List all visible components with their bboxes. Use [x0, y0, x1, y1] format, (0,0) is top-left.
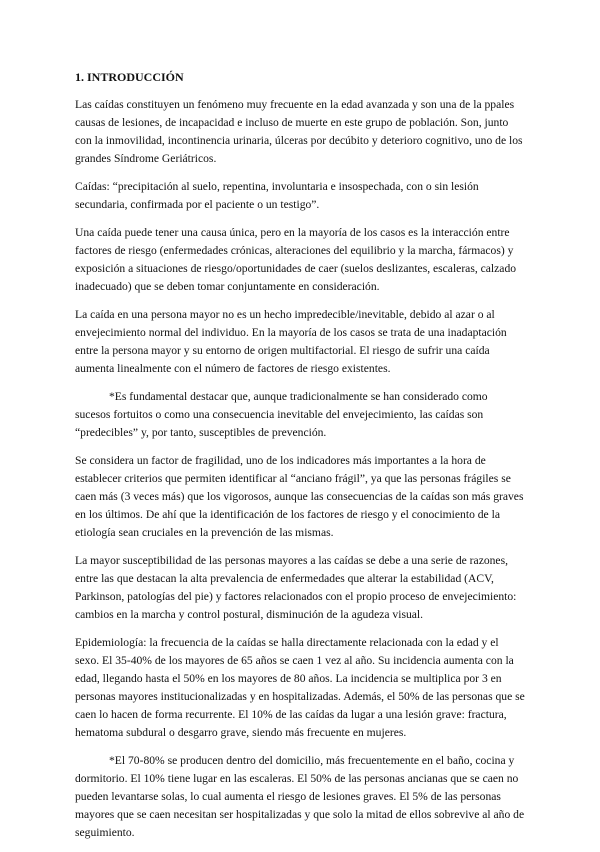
document-page: [75, 68, 525, 852]
paragraph-multifactorial: La caída en una persona mayor no es un hecho impredecible/inevitable, debido al azar o al envejecimiento normal del individuo. En la mayoría de los casos se trata de una inadaptación entre la persona mayor y su entorno de origen multifactorial. El riesgo de sufrir una caída aumenta linealmente con el número de factores de riesgo existentes.: [75, 308, 507, 375]
paragraph-frailty: Se considera un factor de fragilidad, uno de los indicadores más importantes a la hora de establecer criterios que permiten identificar al “anciano frágil”, ya que las personas frágiles se caen más (3 veces más) que los vigorosos, aunque las consecuencias de la caídas son más graves en los últimos. De ahí que la identificación de los factores de riesgo y el conocimiento de la etiología sean cruciales en la prevención de las mismas.: [75, 454, 524, 539]
paragraph-definition: Caídas: “precipitación al suelo, repentina, involuntaria e insospechada, con o sin lesión secundaria, confirmada por el paciente o un testigo”.: [75, 180, 479, 211]
paragraph-intro: Las caídas constituyen un fenómeno muy frecuente en la edad avanzada y son una de la ppales causas de lesiones, de incapacidad e incluso de muerte en este grupo de población. Son, junto con la inmovilidad, incontinencia urinaria, úlceras por decúbito y deterioro cognitivo, uno de los grandes Síndrome Geriátricos.: [75, 98, 523, 165]
paragraph-epidemiology: Epidemiología: la frecuencia de la caídas se halla directamente relacionada con la edad y el sexo. El 35-40% de los mayores de 65 años se caen 1 vez al año. Su incidencia aumenta con la edad, llegando hasta el 50% en los mayores de 80 años. La incidencia se multiplica por 3 en personas mayores institucionalizadas y en hospitalizadas. Además, el 50% de las personas que se caen lo hacen de forma recurrente. El 10% de las caídas da lugar a una lesión grave: fractura, hematoma subdural o desgarro grave, siendo más frecuente en mujeres.: [75, 636, 525, 739]
paragraph-location-note: *El 70-80% se producen dentro del domicilio, más frecuentemente en el baño, cocina y dormitorio. El 10% tiene lugar en las escaleras. El 50% de las personas ancianas que se caen no pueden levantarse solas, lo cual aumenta el riesgo de lesiones graves. El 5% de las personas mayores que se caen necesitan ser hospitalizadas y que solo la mitad de ellos sobrevive al año de seguimiento.: [75, 754, 525, 839]
section-heading: 1. INTRODUCCIÓN: [75, 70, 184, 84]
paragraph-susceptibility: La mayor susceptibilidad de las personas mayores a las caídas se debe a una serie de razones, entre las que destacan la alta prevalencia de enfermedades que alterar la estabilidad (ACV, Parkinson, patologías del pie) y factores relacionados con el propio proceso de envejecimiento: cambios en la marcha y control postural, disminución de la agudeza visual.: [75, 554, 517, 621]
paragraph-causes: Una caída puede tener una causa única, pero en la mayoría de los casos es la interacción entre factores de riesgo (enfermedades crónicas, alteraciones del equilibrio y la marcha, fármacos) y exposición a situaciones de riesgo/oportunidades de caer (suelos deslizantes, escaleras, calzado inadecuado) que se deben tomar conjuntamente en consideración.: [75, 226, 517, 293]
paragraph-prevention-note: *Es fundamental destacar que, aunque tradicionalmente se han considerado como sucesos fortuitos o como una consecuencia inevitable del envejecimiento, las caídas son “predecibles” y, por tanto, susceptibles de prevención.: [75, 390, 488, 439]
